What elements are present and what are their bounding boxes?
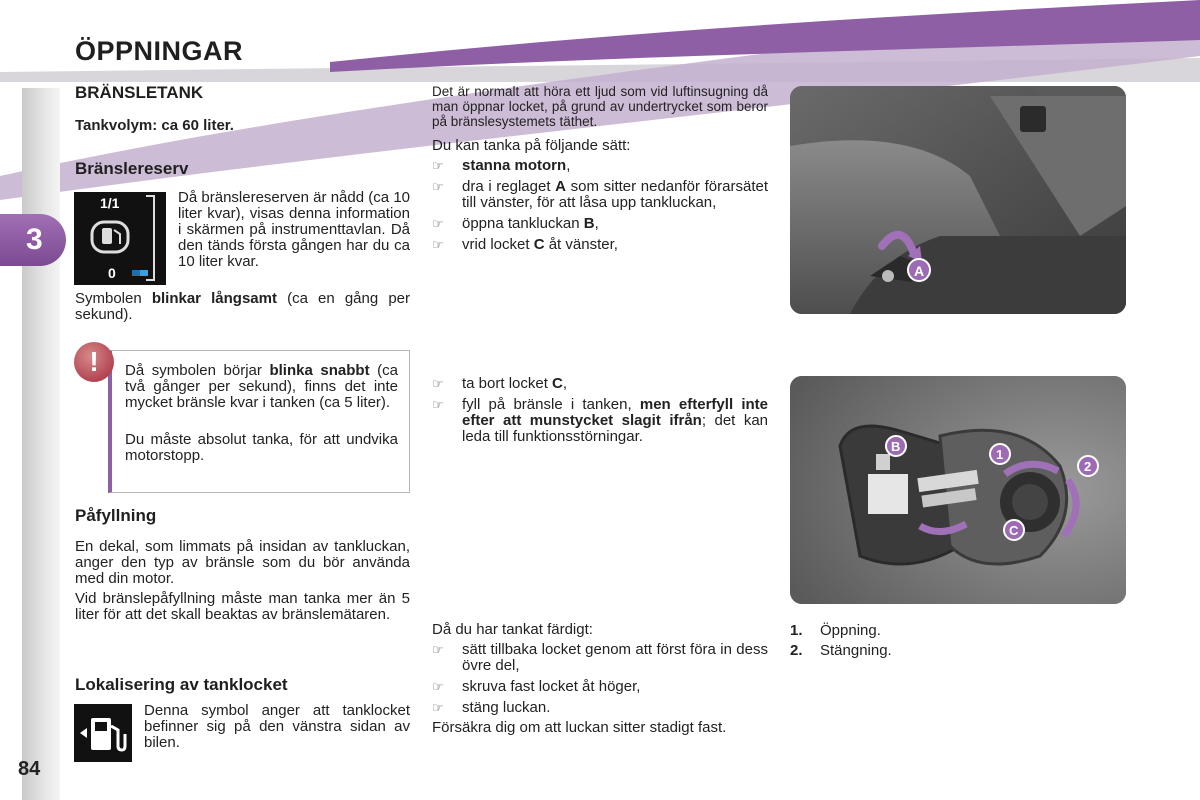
warning-text-2: Du måste absolut tanka, för att undvika motorstopp. bbox=[125, 431, 398, 464]
list-item: ☞ stäng luckan. bbox=[432, 699, 551, 716]
pointing-hand-icon: ☞ bbox=[432, 216, 444, 231]
exclamation-icon: ! bbox=[74, 342, 114, 382]
list-item: ☞ öppna tankluckan B, bbox=[432, 215, 599, 232]
callout-c-label: C bbox=[1009, 523, 1019, 538]
done-text: Då du har tankat färdigt: bbox=[432, 621, 593, 638]
warning-text-1 bbox=[125, 363, 398, 411]
chapter-tab[interactable]: 3 bbox=[0, 214, 66, 266]
location-text: Denna symbol anger att tanklocket befinner sig på den vänstra sidan av bilen. bbox=[144, 702, 410, 751]
fuel-pump-icon bbox=[74, 704, 132, 762]
steps-list-1 bbox=[432, 158, 768, 258]
list-item: ☞ fyll på bränsle i tanken, men efterfyll inte efter att munstycket slagit ifrån; det kan leda till funktionsstörningar. bbox=[432, 396, 768, 445]
intro-text: Det är normalt att höra ett ljud som vid luftinsugning då man öppnar locket, på grund av undertrycket som beror på bränslesystemets täthet. bbox=[432, 84, 768, 129]
pointing-hand-icon: ☞ bbox=[432, 700, 444, 715]
warning-bold: blinka snabbt bbox=[269, 362, 370, 379]
legend-item: 2. Stängning. bbox=[790, 642, 892, 659]
final-text: Försäkra dig om att luckan sitter stadigt fast. bbox=[432, 719, 727, 736]
how-to-text: Du kan tanka på följande sätt: bbox=[432, 137, 631, 154]
list-item: ☞ vrid locket C åt vänster, bbox=[432, 236, 618, 253]
chapter-strip bbox=[22, 88, 60, 800]
list-item: ☞ skruva fast locket åt höger, bbox=[432, 678, 641, 695]
pointing-hand-icon: ☞ bbox=[432, 376, 444, 391]
gauge-bottom-label: 0 bbox=[108, 265, 116, 281]
reserve-text: Då bränslereserven är nådd (ca 10 liter kvar), visas denna information i skärmen på instrumenttavlan. Då den tänds första gången har du ca 10 liter kvar. bbox=[178, 189, 410, 270]
section-heading-location: Lokalisering av tanklocket bbox=[75, 675, 288, 694]
pointing-hand-icon: ☞ bbox=[432, 397, 444, 412]
refill-text-2: Vid bränslepåfyllning måste man tanka mer än 5 liter för att det skall beaktas av bränslemätaren. bbox=[75, 590, 410, 623]
section-heading-fuel-tank: BRÄNSLETANK bbox=[75, 83, 204, 102]
callout-b-label: B bbox=[891, 439, 901, 454]
pointing-hand-icon: ☞ bbox=[432, 158, 444, 173]
list-item: ☞ ta bort locket C, bbox=[432, 375, 568, 392]
blink-pre: Symbolen bbox=[75, 290, 152, 307]
blink-slow-text bbox=[75, 291, 410, 323]
pointing-hand-icon: ☞ bbox=[432, 179, 444, 194]
list-item: ☞ stanna motorn, bbox=[432, 157, 571, 174]
tank-capacity: Tankvolym: ca 60 liter. bbox=[75, 117, 234, 134]
pointing-hand-icon: ☞ bbox=[432, 679, 444, 694]
fuel-cap-photo bbox=[790, 376, 1126, 604]
section-heading-refill: Påfyllning bbox=[75, 506, 157, 525]
pointing-hand-icon: ☞ bbox=[432, 642, 444, 657]
steps-list-3 bbox=[432, 642, 768, 721]
warning-post: (ca två gånger per sekund), finns det inte mycket bränsle kvar i tanken (ca 5 liter). bbox=[125, 362, 398, 411]
gauge-top-label: 1/1 bbox=[100, 195, 120, 211]
blink-bold: blinkar långsamt bbox=[151, 290, 277, 307]
photo-legend bbox=[790, 621, 892, 661]
pointing-hand-icon: ☞ bbox=[432, 237, 444, 252]
list-item: ☞ sätt tillbaka locket genom att först föra in dess övre del, bbox=[432, 641, 768, 674]
legend-item: 1. Öppning. bbox=[790, 622, 881, 639]
callout-a-label: A bbox=[914, 263, 925, 279]
fuel-gauge-icon bbox=[74, 192, 166, 285]
blink-post: (ca en gång per sekund). bbox=[75, 290, 411, 323]
warning-pre: Då symbolen börjar bbox=[125, 362, 270, 379]
callout-2-label: 2 bbox=[1084, 459, 1092, 474]
page-number: 84 bbox=[18, 758, 41, 780]
section-heading-reserve: Bränslereserv bbox=[75, 159, 189, 178]
list-item: ☞ dra i reglaget A som sitter nedanför förarsätet till vänster, för att låsa upp tankluckan, bbox=[432, 178, 768, 211]
steps-list-2 bbox=[432, 376, 768, 450]
refill-text-1: En dekal, som limmats på insidan av tankluckan, anger den typ av bränsle som du bör använda med din motor. bbox=[75, 538, 410, 587]
fuel-flap-lever-photo bbox=[790, 86, 1126, 314]
callout-1-label: 1 bbox=[996, 447, 1004, 462]
page-title: ÖPPNINGAR bbox=[75, 36, 244, 66]
